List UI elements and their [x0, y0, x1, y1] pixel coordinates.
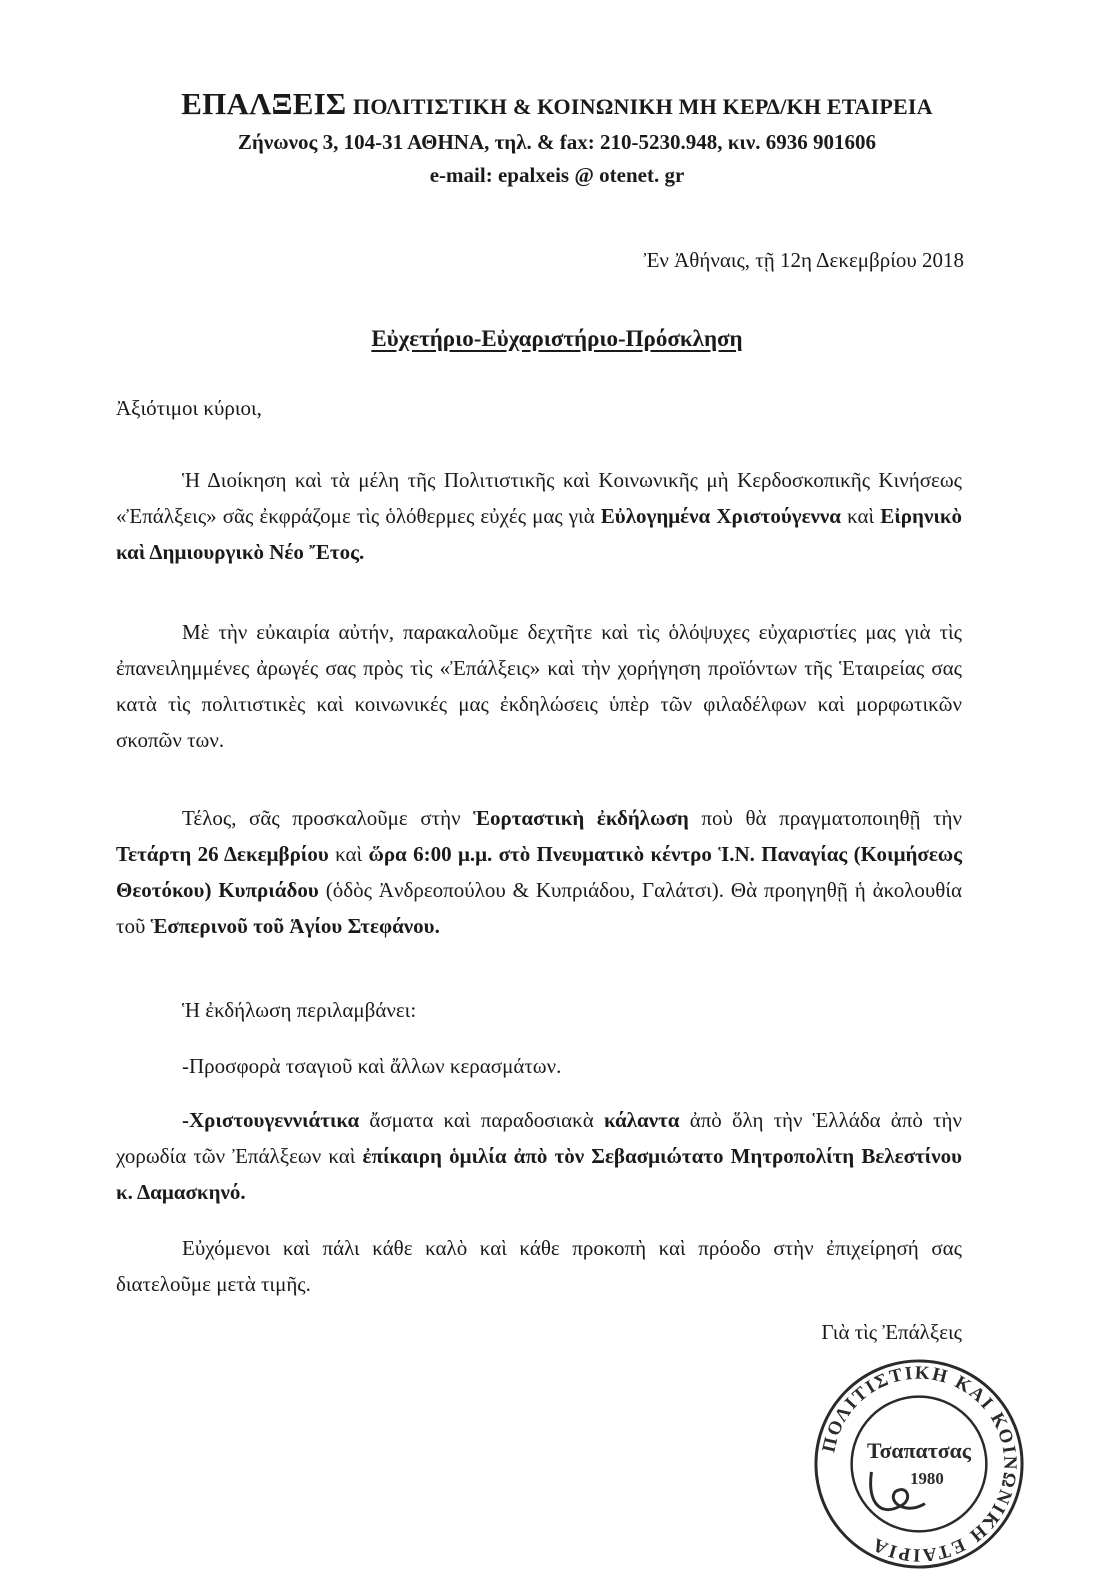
- letter-date: Ἐν Ἀθήναις, τῇ 12η Δεκεμβρίου 2018: [643, 248, 964, 272]
- p3-bold-3: ὥρα 6:00 μ.μ. στὸ Πνευματικὸ κέντρο Ἱ.Ν. Παναγίας (Κοιμήσεως Θεοτόκου) Κυπριάδου: [116, 842, 962, 902]
- p6-text-1: ἄσματα καὶ παραδοσιακὰ: [359, 1108, 604, 1132]
- signoff: Γιὰ τὶς Ἐπάλξεις: [821, 1320, 962, 1344]
- letter-subject: Εὐχετήριο-Εὐχαριστήριο-Πρόσκληση: [371, 326, 743, 351]
- stamp-ring-text: [818, 1362, 1020, 1565]
- paragraph-invitation: [116, 800, 962, 944]
- paragraph-greetings: [116, 462, 962, 570]
- p3-bold-4: Ἑσπερινοῦ τοῦ Ἁγίου Στεφάνου.: [150, 914, 440, 938]
- p1-text-1: Ἡ Διοίκηση καὶ τὰ μέλη τῆς Πολιτιστικῆς καὶ Κοινωνικῆς μὴ Κερδοσκοπικῆς Κινήσεως «Ἐπάλξεις» σᾶς ἐκφράζομε τὶς ὁλόθερμες εὐχές μας γιὰ: [116, 468, 962, 528]
- org-prefix: ΕΠΑΛΞΕΙΣ: [181, 86, 347, 121]
- org-description: ΠΟΛΙΤΙΣΤΙΚΗ & ΚΟΙΝΩΝΙΚΗ ΜΗ ΚΕΡΔ/ΚΗ ΕΤΑΙΡΕΙΑ: [353, 94, 933, 119]
- p3-text-3: καὶ: [328, 842, 369, 866]
- p3-bold-1: Ἑορταστικὴ ἐκδήλωση: [473, 806, 689, 830]
- letterhead-address: Ζήνωνος 3, 104-31 ΑΘΗΝΑ, τηλ. & fax: 210-5230.948, κιν. 6936 901606: [237, 130, 877, 154]
- stamp-name: Τσαπατσας: [867, 1439, 971, 1464]
- p6-bold-1: -Χριστουγεννιάτικα: [182, 1108, 360, 1132]
- p6-text-2: ἀπὸ ὅλη τὴν Ἑλλάδα ἀπὸ τὴν χορωδία τῶν Ἐπάλξεων καὶ: [116, 1108, 962, 1168]
- p3-text-2: ποὺ θὰ πραγματοποιηθῇ τὴν: [688, 806, 962, 830]
- program-item-carols: [116, 1102, 962, 1210]
- stamp-ring-textpath: ΠΟΛΙΤΙΣΤΙΚΗ ΚΑΙ ΚΟΙΝΩΝΙΚΗ ΕΤΑΙΡΙΑ: [818, 1362, 1021, 1566]
- letterhead: [0, 86, 1114, 188]
- salutation: Ἀξιότιμοι κύριοι,: [116, 396, 262, 420]
- p6-bold-3: ἐπίκαιρη ὁμιλία ἀπὸ τὸν Σεβασμιώτατο Μητροπολίτη Βελεστίνου κ. Δαμασκηνό.: [116, 1144, 962, 1204]
- stamp-year: 1980: [910, 1468, 944, 1488]
- program-item-tea: -Προσφορὰ τσαγιοῦ καὶ ἄλλων κερασμάτων.: [182, 1054, 562, 1078]
- p3-text-1: Τέλος, σᾶς προσκαλοῦμε στὴν: [182, 806, 474, 830]
- paragraph-program-intro: Ἡ ἐκδήλωση περιλαμβάνει:: [182, 998, 417, 1022]
- stamp-outer-ring: [816, 1361, 1022, 1567]
- letterhead-org-name: [0, 86, 1114, 122]
- paragraph-thanks: Μὲ τὴν εὐκαιρία αὐτήν, παρακαλοῦμε δεχτῆτε καὶ τὶς ὁλόψυχες εὐχαριστίες μας γιὰ τὶς ἐπανειλημμένες ἀρωγές σας πρὸς τὶς «Ἐπάλξεις» καὶ τὴν χορήγηση προϊόντων τῆς Ἑταιρείας σας κατὰ τὶς πολιτιστικὲς καὶ κοινωνικές μας ἐκδηλώσεις ὑπὲρ τῶν φιλαδέλφων καὶ μορφωτικῶν σκοπῶν των.: [116, 620, 962, 752]
- p1-bold-1: Εὐλογημένα Χριστούγεννα: [600, 504, 842, 528]
- organization-stamp: [810, 1355, 1028, 1573]
- p1-bold-2: Εἰρηνικὸ καὶ Δημιουργικὸ Νέο Ἔτος.: [116, 504, 962, 564]
- paragraph-closing: Εὐχόμενοι καὶ πάλι κάθε καλὸ καὶ κάθε προκοπὴ καὶ πρόοδο στὴν ἐπιχείρησή σας διατελοῦμε μετὰ τιμῆς.: [116, 1236, 962, 1296]
- p1-text-2: καὶ: [841, 504, 881, 528]
- p3-text-4: (ὁδὸς Ἀνδρεοπούλου & Κυπριάδου, Γαλάτσι). Θὰ προηγηθῇ ἡ ἀκολουθία τοῦ: [116, 878, 962, 938]
- p6-bold-2: κάλαντα: [603, 1108, 680, 1132]
- p3-bold-2: Τετάρτη 26 Δεκεμβρίου: [116, 842, 329, 866]
- letterhead-email: e-mail: epalxeis @ otenet. gr: [429, 163, 685, 187]
- stamp-inner-ring: [852, 1397, 987, 1532]
